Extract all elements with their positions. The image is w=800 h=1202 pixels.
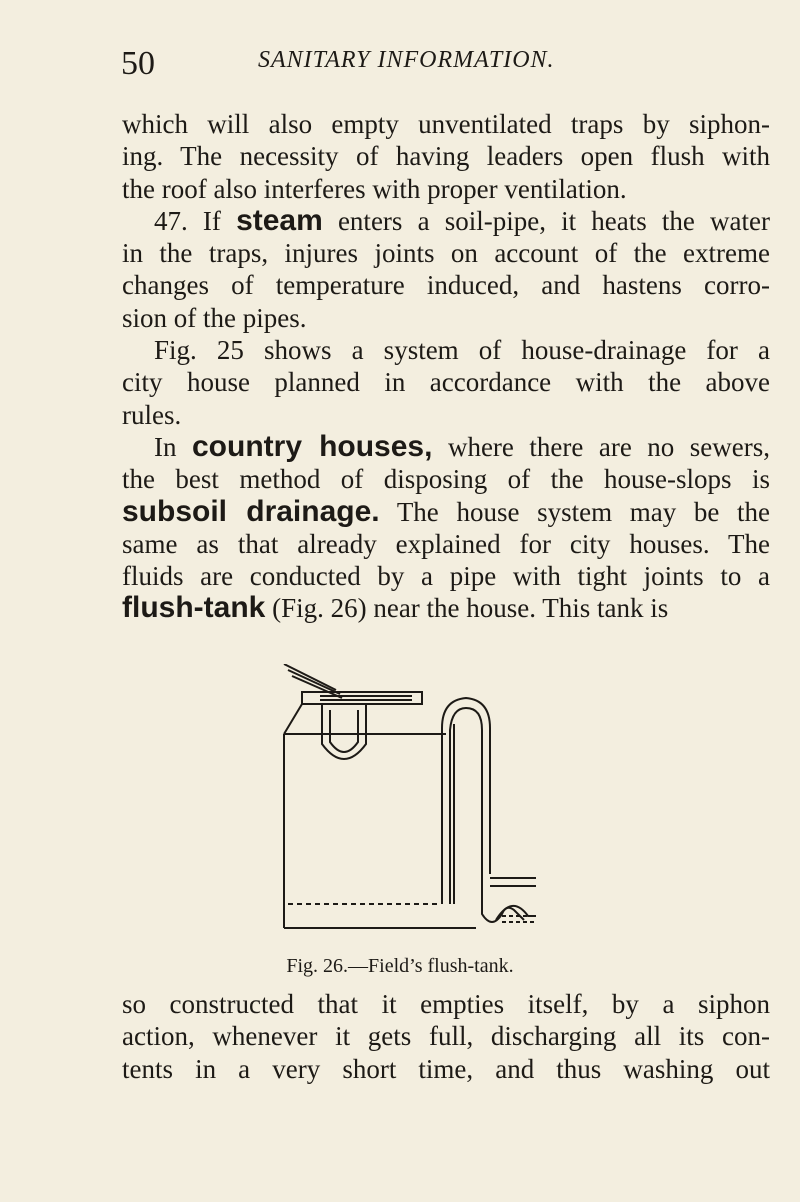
flush-tank-line [122, 592, 770, 624]
text-fragment: In [154, 431, 177, 462]
text-line: tents in a very short time, and thus washing out [122, 1053, 770, 1084]
text-line: sion of the pipes. [122, 302, 307, 333]
text-fragment: The house system may be the [396, 496, 770, 527]
keyword-country-houses: country houses, [192, 429, 433, 463]
paragraph-47-first-line [122, 205, 770, 237]
text-line: the roof also interferes with proper ventilation. [122, 173, 627, 204]
keyword-flush-tank: flush-tank [122, 591, 266, 625]
text-fragment: where there are no sewers, [447, 431, 771, 462]
flush-tank-illustration [266, 664, 536, 944]
running-head: SANITARY INFORMATION. [258, 47, 555, 73]
body-text [122, 108, 770, 625]
text-line: Fig. 25 shows a system of house-drainage for a [154, 335, 770, 366]
text-line: so constructed that it empties itself, by a siphon [122, 989, 770, 1019]
text-line: the best method of disposing of the house-slops is [122, 464, 770, 495]
country-houses-line [122, 431, 770, 463]
text-line: changes of temperature induced, and hastens corro- [122, 270, 770, 301]
text-line: in the traps, injures joints on account of the extreme [122, 238, 770, 269]
body-text-continued [122, 988, 770, 1085]
subsoil-drainage-line [122, 496, 770, 528]
text-line: city house planned in accordance with the above [122, 367, 770, 398]
text-line: fluids are conducted by a pipe with tight joints to a [122, 561, 770, 592]
paragraph-number: 47. If [154, 205, 221, 236]
text-line: same as that already explained for city houses. The [122, 528, 770, 559]
text-line: ing. The necessity of having leaders open flush with [122, 141, 770, 172]
text-line: which will also empty unventilated traps by siphon- [122, 109, 770, 139]
keyword-steam: steam [236, 203, 323, 237]
text-fragment: enters a soil-pipe, it heats the water [337, 205, 771, 236]
text-fragment: (Fig. 26) near the house. This tank is [272, 593, 669, 624]
page-number: 50 [121, 45, 155, 82]
text-line: action, whenever it gets full, discharging all its con- [122, 1021, 770, 1052]
text-line: rules. [122, 399, 182, 430]
figure-caption: Fig. 26.—Field’s flush-tank. [286, 955, 514, 977]
keyword-subsoil-drainage: subsoil drainage. [122, 494, 380, 528]
